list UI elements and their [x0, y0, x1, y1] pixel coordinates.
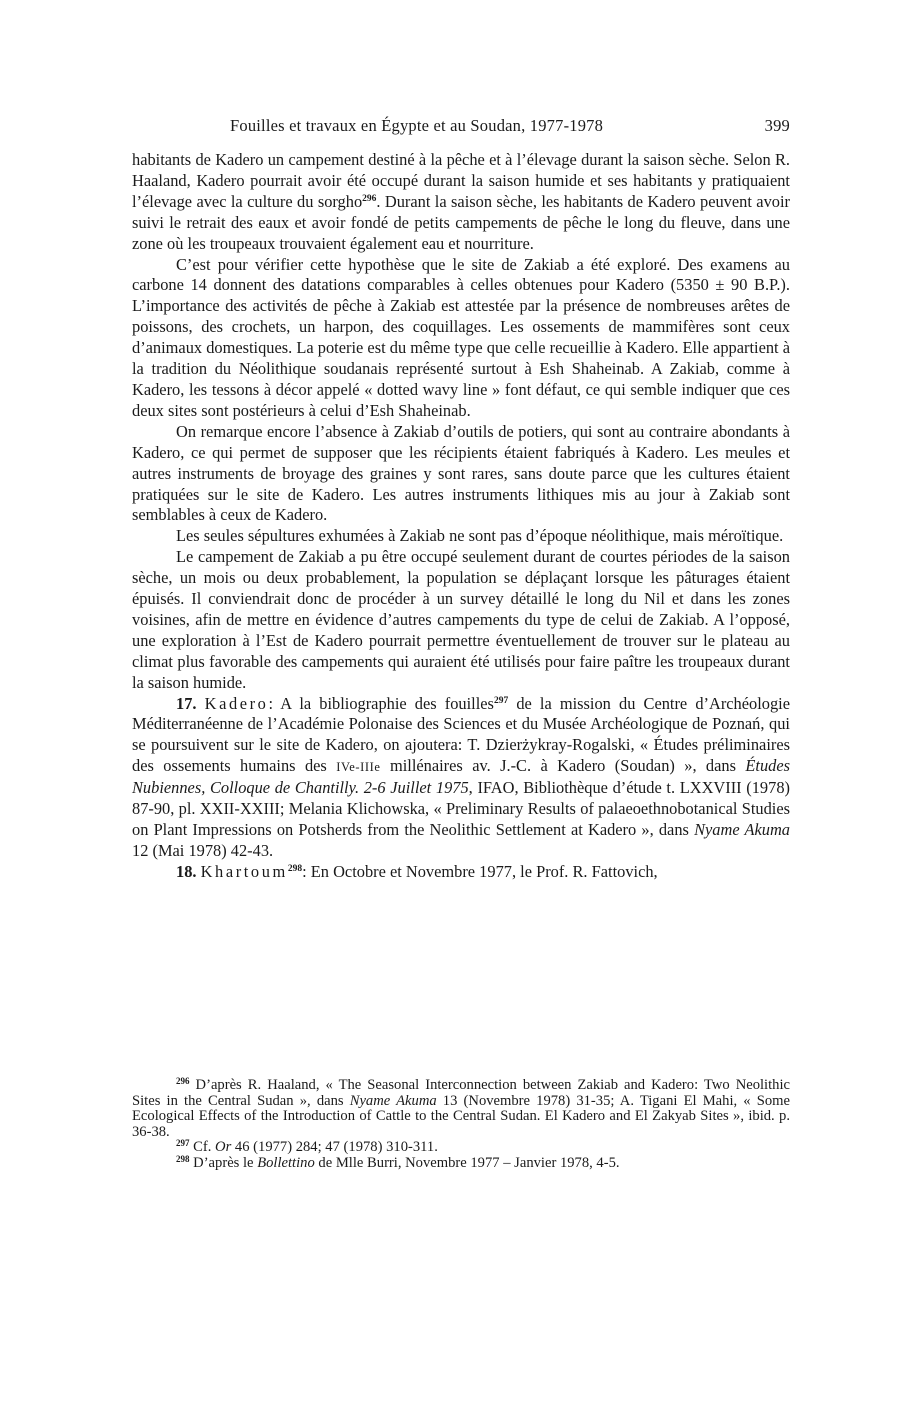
text-run: 13 (Novembre 1978) 31-35; A. Tigani El Mahi, « Some Ecological Effects of the Introduction of Cattle to the Central Sudan. El Kadero and El Zakyab Sites », ibid. p. 36-38. — [132, 1092, 790, 1140]
footnote-number: 296 — [176, 1076, 190, 1086]
text-run: de la mission du Centre d’Archéologie Méditerranéenne de l’Académie Polonaise des Sciences et du Musée Archéologique de Poznań, qui se poursuivent sur le site de Kadero, on ajoutera: T. Dzierżykray-Rogalski, « Études préliminaires des ossements humains des — [132, 693, 790, 776]
text-run: : En Octobre et Novembre 1977, le Prof. R. Fattovich, — [302, 861, 658, 881]
footnotes — [132, 1078, 790, 1171]
text-run: 46 (1977) 284; 47 (1978) 310-311. — [231, 1139, 438, 1155]
section-number: 18. — [176, 861, 197, 881]
footnote-296 — [132, 1078, 790, 1140]
footnote-ref-297[interactable]: 297 — [493, 695, 509, 706]
paragraph-campement: Le campement de Zakiab a pu être occupé seulement durant de courtes périodes de la saison sèche, un mois ou deux probablement, la population se déplaçant lorsque les pâturages étaient épuisés. Il conviendrait donc de procéder à un survey détaillé le long du Nil et dans les zones voisines, afin de mettre en évidence d’autres campements du type de celui de Zakiab. A l’opposé, une exploration à l’Est de Kadero pourrait permettre éventuellement de trouver sur le plateau au climat plus favorable des campements qui auraient été utilisés pour faire paître les troupeaux durant la saison humide. — [132, 547, 790, 692]
text-run: millénaires av. J.-C. à Kadero (Soudan) », dans — [380, 756, 746, 776]
italic-title: Nyame Akuma — [694, 820, 790, 839]
footnote-number: 298 — [176, 1153, 190, 1164]
page-number: 399 — [764, 116, 790, 135]
text-run: D’après le — [193, 1154, 258, 1171]
text-run: : A la bibliographie des fouilles — [268, 693, 494, 713]
millennia-smallcaps: IVe-IIIe — [336, 760, 381, 775]
paragraph-potters-tools: On remarque encore l’absence à Zakiab d’outils de potiers, qui sont au contraire abondants à Kadero, ce qui permet de supposer que les récipients étaient fabriqués à Kadero. Les meules et autres instruments de broyage des graines y sont rares, sans doute parce que les cultures étaient pratiquées sur le site de Kadero. Les autres instruments lithiques mis au jour à Zakiab sont semblables à ceux de Kadero. — [132, 421, 790, 525]
italic-title: Or — [215, 1139, 232, 1155]
paragraph-zakiab-hypothesis: C’est pour vérifier cette hypothèse que le site de Zakiab a été exploré. Des examens au carbone 14 donnent des datations comparables à celles obtenues pour Kadero (5350 ± 90 B.P.). L’importance des activités de pêche à Zakiab est attestée par la présence de nombreuses arêtes de poissons, des crochets, un harpon, des coquillages. Les ossements de mammifères sont ceux d’animaux domestiques. La poterie est du même type que celle recueillie à Kadero. Elle appartient à la tradition du Néolithique soudanais représenté surtout à Esh Shaheinab. A Zakiab, comme à Kadero, les tessons à décor appelé « dotted wavy line » font défaut, ce qui semble indiquer que ces deux sites sont postérieurs à celui d’Esh Shaheinab. — [132, 254, 790, 420]
section-heading: Kadero — [204, 693, 269, 713]
footnote-number: 297 — [176, 1138, 190, 1148]
italic-title: Nyame Akuma — [349, 1092, 437, 1109]
paragraph-khartoum-section — [132, 862, 790, 883]
body-text — [132, 150, 790, 883]
footnote-298 — [132, 1153, 790, 1172]
text-run: . Durant la saison sèche, les habitants de Kadero peuvent avoir suivi le retrait des eaux et avoir fondé de petits campements de pêche le long du fleuve, dans une zone où les troupeaux trouvaient également eau et nourriture. — [132, 191, 790, 253]
paragraph-burials: Les seules sépultures exhumées à Zakiab ne sont pas d’époque néolithique, mais méroïtique. — [176, 526, 784, 546]
paragraph-kadero-section — [132, 694, 790, 862]
running-title: Fouilles et travaux en Égypte et au Soudan, 1977-1978 — [230, 116, 604, 135]
text-run: , IFAO, Bibliothèque d’étude t. LXXVIII (1978) 87-90, pl. XXII-XXIII; Melania Klichowska, « Preliminary Results of palaeoethnobotanical Studies on Plant Impressions on Potsherds from the Neolithic Settlement at Kadero », dans — [132, 778, 790, 839]
text-run: habitants de Kadero un campement destiné à la pêche et à l’élevage durant la saison sèche. Selon R. Haaland, Kadero pourrait avoir été occupé durant la saison humide et ses habitants y pratiquaient l’élevage avec la culture du sorgho — [132, 150, 790, 211]
document-page — [132, 112, 790, 883]
running-header — [132, 112, 790, 142]
footnote-297 — [132, 1140, 790, 1156]
text-run: 12 (Mai 1978) 42-43. — [132, 840, 274, 860]
section-number: 17. — [176, 693, 197, 713]
footnote-ref-296[interactable]: 296 — [362, 193, 377, 204]
text-run: D’après R. Haaland, « The Seasonal Interconnection between Zakiab and Kadero: Two Neolithic Sites in the Central Sudan », dans — [132, 1077, 790, 1109]
text-run: de Mlle Burri, Novembre 1977 – Janvier 1978, 4-5. — [314, 1154, 620, 1171]
paragraph-continued — [132, 150, 790, 255]
section-heading: Khartoum — [200, 861, 288, 881]
footnote-ref-298[interactable]: 298 — [287, 863, 303, 874]
italic-title: Bollettino — [257, 1154, 315, 1171]
italic-title: Études Nubiennes, Colloque de Chantilly. 2-6 Juillet 1975 — [132, 756, 791, 798]
text-run: Cf. — [193, 1139, 216, 1155]
